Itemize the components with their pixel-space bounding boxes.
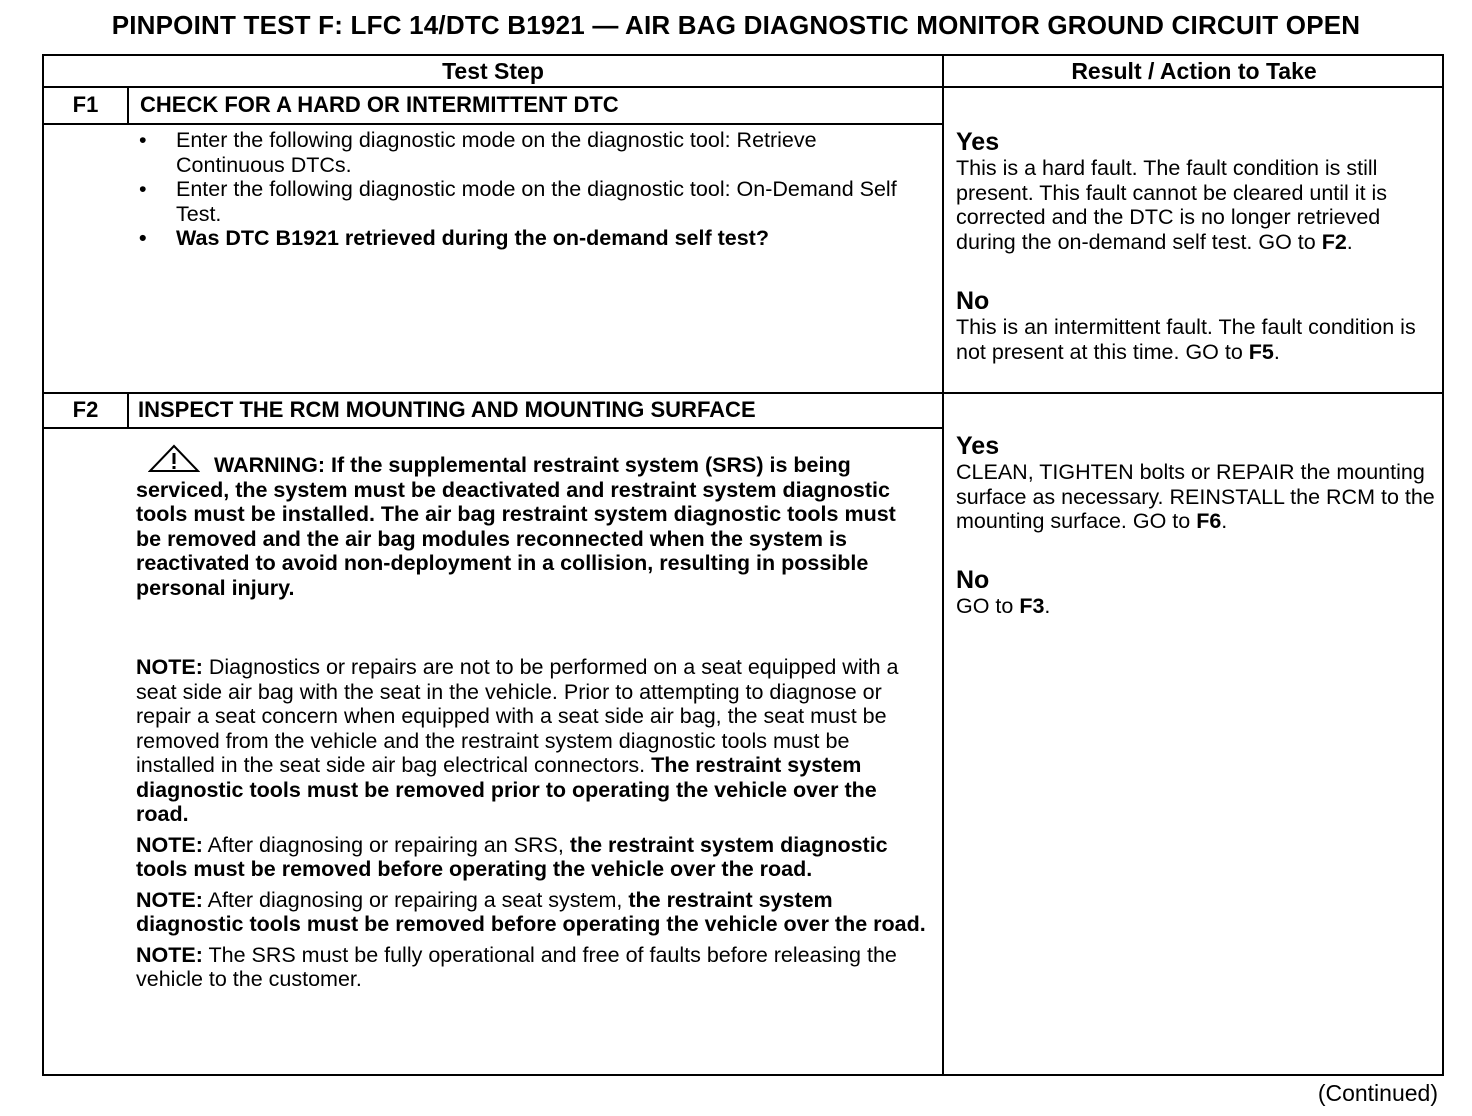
- f1-result-yes: Yes This is a hard fault. The fault condition is still present. This fault cannot be cleared until it is corrected and the DTC is no longer retrieved during the on-demand self test. GO to F2.: [956, 128, 1440, 254]
- f1-instructions: [136, 128, 916, 251]
- continued-label: (Continued): [1317, 1080, 1438, 1106]
- goto-step: F3: [1019, 594, 1045, 618]
- list-item: • Was DTC B1921 retrieved during the on-demand self test?: [139, 226, 769, 250]
- list-item: • Enter the following diagnostic mode on the diagnostic tool: Retrieve Continuous DTCs.: [139, 128, 817, 177]
- list-item: • Enter the following diagnostic mode on the diagnostic tool: On-Demand Self Test.: [139, 177, 897, 226]
- header-test-step: Test Step: [442, 58, 544, 84]
- step-title-f1: CHECK FOR A HARD OR INTERMITTENT DTC: [140, 92, 619, 117]
- bullet-icon: •: [139, 226, 147, 250]
- step-title-f2: INSPECT THE RCM MOUNTING AND MOUNTING SURFACE: [138, 397, 756, 422]
- no-label: No: [956, 566, 990, 594]
- f2-result-yes: Yes CLEAN, TIGHTEN bolts or REPAIR the mounting surface as necessary. REINSTALL the RCM to the mounting surface. GO to F6.: [956, 432, 1440, 534]
- step-id-f2: F2: [72, 397, 99, 422]
- note: NOTE: After diagnosing or repairing a seat system, the restraint system diagnostic tools must be removed before operating the vehicle over the road.: [136, 887, 926, 936]
- f1-f2-separator: [42, 392, 1444, 394]
- f2-id-divider: [127, 394, 129, 429]
- note: NOTE: After diagnosing or repairing an SRS, the restraint system diagnostic tools must be removed before operating the vehicle over the road.: [136, 832, 888, 881]
- bullet-icon: •: [139, 128, 147, 152]
- goto-step: F6: [1196, 509, 1222, 533]
- no-label: No: [956, 287, 990, 315]
- column-divider: [942, 54, 944, 1076]
- f1-id-divider: [127, 88, 129, 125]
- note: NOTE: The SRS must be fully operational and free of faults before releasing the vehicle to the customer.: [136, 942, 897, 991]
- warning-block: [136, 444, 916, 600]
- note: NOTE: Diagnostics or repairs are not to be performed on a seat equipped with a seat side air bag with the seat in the vehicle. Prior to attempting to diagnose or repair a seat concern when equipped with a seat side air bag, the seat must be removed from the vehicle and the restraint system diagnostic tools must be installed in the seat side air bag electrical connectors. The restraint system diagnostic tools must be removed prior to operating the vehicle over the road.: [136, 655, 899, 826]
- goto-step: F2: [1321, 229, 1347, 254]
- yes-label: Yes: [956, 432, 1000, 460]
- header-rule: [42, 86, 1444, 88]
- warning-triangle-icon: [148, 444, 200, 474]
- f1-result-no: No This is an intermittent fault. The fault condition is not present at this time. GO to F5.: [956, 287, 1440, 364]
- bullet-icon: •: [139, 177, 147, 201]
- yes-label: Yes: [956, 128, 1000, 156]
- header-result: Result / Action to Take: [1071, 58, 1317, 84]
- f1-title-rule: [42, 123, 944, 125]
- f2-title-rule: [42, 427, 944, 429]
- goto-step: F5: [1248, 339, 1274, 364]
- f2-result-no: No GO to F3.: [956, 566, 1440, 619]
- notes-block: [136, 655, 926, 998]
- warning-text: WARNING: If the supplemental restraint system (SRS) is being serviced, the system must be deactivated and restraint system diagnostic tools must be installed. The air bag restraint system diagnostic tools must be removed and the air bag modules reconnected when the system is reactivated to avoid non-deployment in a collision, resulting in possible personal injury.: [136, 453, 896, 600]
- page-title: PINPOINT TEST F: LFC 14/DTC B1921 — AIR BAG DIAGNOSTIC MONITOR GROUND CIRCUIT OPEN: [111, 10, 1361, 40]
- step-id-f1: F1: [72, 92, 99, 117]
